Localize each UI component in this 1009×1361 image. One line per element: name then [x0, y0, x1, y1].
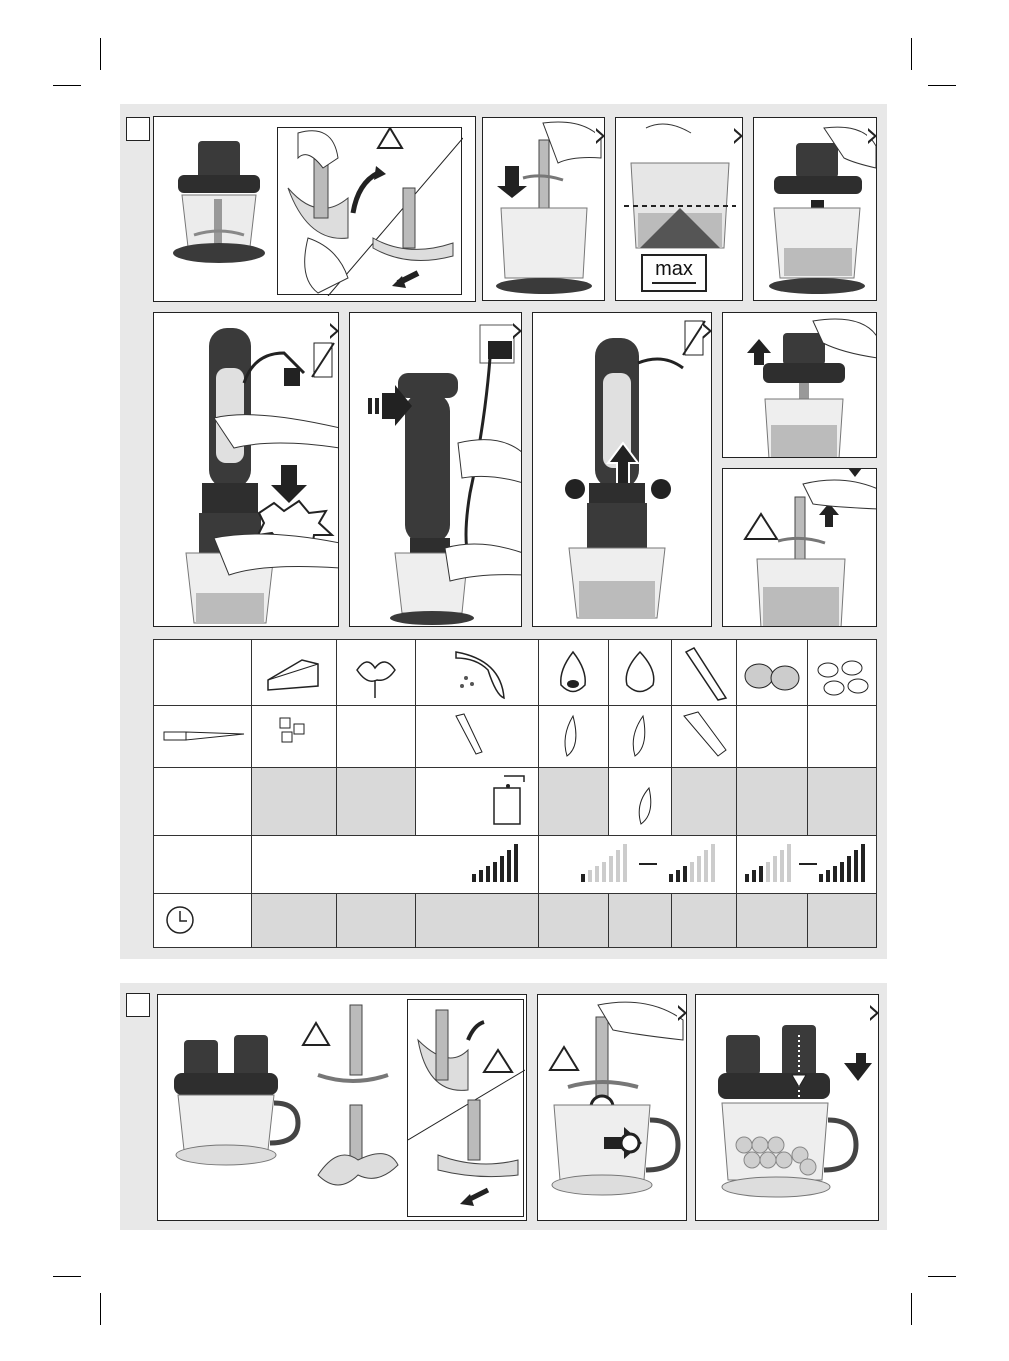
row-header-additive — [154, 768, 252, 836]
cut-warning-icon — [550, 1047, 578, 1070]
insert-blade-illustration — [483, 118, 605, 301]
crop-mark — [100, 38, 101, 70]
panel-processor-lid — [695, 994, 879, 1221]
panel-remove-blade — [722, 468, 877, 627]
prep-garlic — [609, 706, 672, 768]
section-letter-box — [126, 117, 150, 141]
row-header-time — [154, 894, 252, 948]
panel-insert-blade — [482, 117, 605, 301]
next-step-arrow — [734, 128, 743, 144]
panel-fill-max — [615, 117, 743, 301]
cut-warning-icon — [303, 1023, 329, 1045]
panel-plug-and-operate — [349, 312, 522, 627]
add-almonds — [808, 768, 877, 836]
attach-motor-illustration — [154, 313, 339, 627]
prep-almonds — [808, 706, 877, 768]
speed-group3 — [737, 836, 877, 894]
attach-lid-illustration — [754, 118, 877, 301]
time-chili — [416, 894, 539, 948]
processor-blade-removal-illustration — [408, 1000, 525, 1218]
add-carrot — [672, 768, 737, 836]
speed-max-icon — [252, 836, 539, 892]
food-carrot — [672, 640, 737, 706]
food-onion — [539, 640, 609, 706]
next-step-arrow — [513, 323, 522, 339]
speed-group1 — [252, 836, 539, 894]
time-cheese — [252, 894, 337, 948]
time-walnuts — [737, 894, 808, 948]
next-step-arrow — [868, 128, 877, 144]
food-walnuts — [737, 640, 808, 706]
processor-lid-illustration — [696, 995, 879, 1221]
knife-icon — [154, 706, 252, 766]
crop-mark — [911, 1293, 912, 1325]
cut-warning-icon — [378, 128, 402, 148]
row-header-food — [154, 640, 252, 706]
add-garlic — [609, 768, 672, 836]
subpanel-blade-removal — [277, 127, 462, 295]
next-step-arrow — [330, 323, 339, 339]
time-carrot — [672, 894, 737, 948]
next-step-arrow — [870, 1005, 879, 1021]
food-chili — [416, 640, 539, 706]
cut-warning-icon — [484, 1050, 512, 1072]
water-icon — [416, 768, 538, 834]
panel-attach-lid — [753, 117, 877, 301]
crop-mark — [928, 1276, 956, 1277]
next-step-arrow — [848, 468, 862, 477]
prep-chili — [416, 706, 539, 768]
row-header-preparation — [154, 706, 252, 768]
add-onion — [539, 768, 609, 836]
max-fill-label: max — [641, 254, 707, 292]
speed-range-icon — [539, 836, 737, 892]
panel-processor-overview — [157, 994, 527, 1221]
prep-carrot — [672, 706, 737, 768]
remove-blade-illustration — [723, 469, 877, 627]
time-garlic — [609, 894, 672, 948]
remove-lid-illustration — [723, 313, 877, 458]
food-almonds — [808, 640, 877, 706]
blade-removal-illustration — [278, 128, 463, 296]
plug-operate-illustration — [350, 313, 522, 627]
panel-processor-attach-bowl — [537, 994, 687, 1221]
next-step-arrow — [678, 1005, 687, 1021]
time-onion — [539, 894, 609, 948]
prep-cheese — [252, 706, 337, 768]
row-header-speed — [154, 836, 252, 894]
food-cheese — [252, 640, 337, 706]
food-parsley — [337, 640, 416, 706]
prep-walnuts — [737, 706, 808, 768]
crop-mark — [928, 85, 956, 86]
time-parsley — [337, 894, 416, 948]
detach-motor-illustration — [533, 313, 712, 627]
panel-attach-motor — [153, 312, 339, 627]
next-step-arrow — [596, 128, 605, 144]
crop-mark — [53, 1276, 81, 1277]
cut-warning-icon — [745, 514, 777, 539]
prep-parsley — [337, 706, 416, 768]
processing-table — [153, 639, 877, 948]
processor-attach-illustration — [538, 995, 687, 1221]
panel-detach-motor — [532, 312, 712, 627]
panel-remove-lid — [722, 312, 877, 458]
prep-onion — [539, 706, 609, 768]
crop-mark — [100, 1293, 101, 1325]
section-letter-box — [126, 993, 150, 1017]
add-walnuts — [737, 768, 808, 836]
panel-chopper-overview — [153, 116, 476, 302]
add-parsley — [337, 768, 416, 836]
subpanel-processor-blade-removal — [407, 999, 524, 1217]
food-garlic — [609, 640, 672, 706]
clock-icon — [154, 894, 252, 946]
add-cheese — [252, 768, 337, 836]
add-chili — [416, 768, 539, 836]
crop-mark — [53, 85, 81, 86]
crop-mark — [911, 38, 912, 70]
speed-range-icon — [737, 836, 877, 892]
speed-group2 — [539, 836, 737, 894]
time-almonds — [808, 894, 877, 948]
next-step-arrow — [703, 323, 712, 339]
